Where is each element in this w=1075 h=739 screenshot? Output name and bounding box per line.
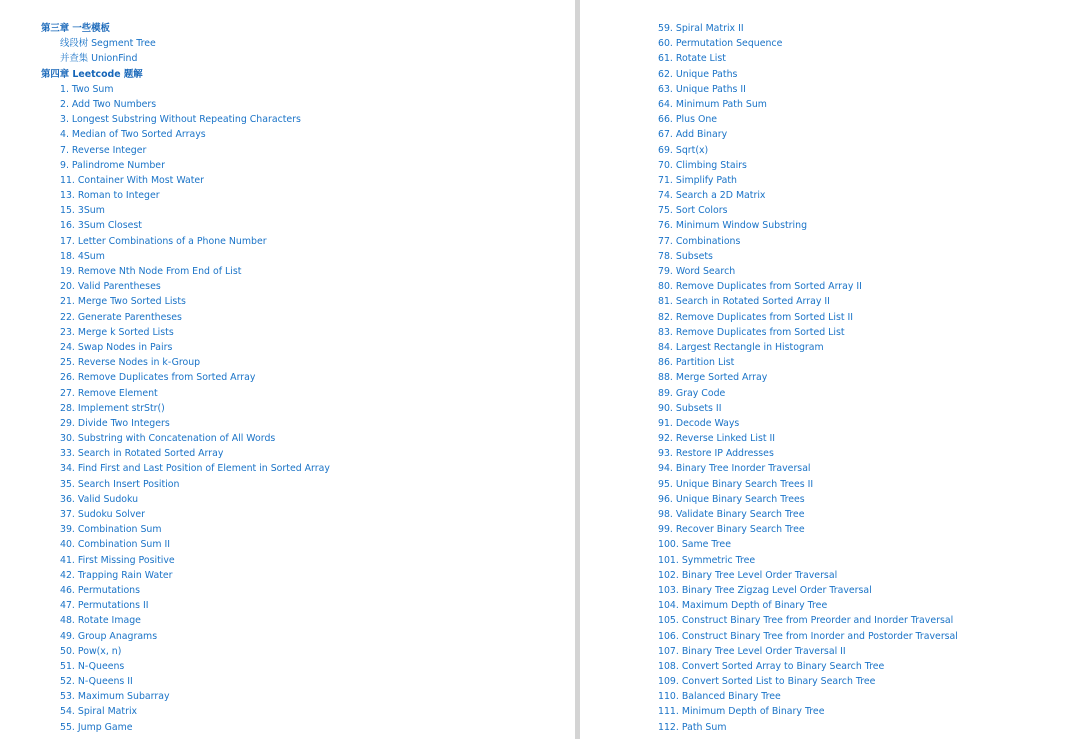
toc-problem-link[interactable]: 81. Search in Rotated Sorted Array II [658, 296, 830, 308]
toc-problem-link[interactable]: 88. Merge Sorted Array [658, 372, 768, 384]
toc-problem-item [658, 583, 958, 598]
toc-problem-item [658, 522, 958, 537]
toc-problem-item [658, 416, 958, 431]
toc-problem-item [41, 82, 330, 97]
toc-problem-item [658, 598, 958, 613]
toc-problem-link[interactable]: 51. N-Queens [60, 660, 125, 672]
toc-problem-link[interactable]: 79. Word Search [658, 266, 736, 277]
toc-problem-item [658, 249, 958, 264]
toc-problem-link[interactable]: 46. Permutations [60, 584, 141, 596]
toc-problem-link[interactable]: 70. Climbing Stairs [658, 159, 747, 171]
toc-problem-link[interactable]: 96. Unique Binary Search Trees [658, 493, 805, 505]
toc-problem-link[interactable]: 55. Jump Game [60, 721, 133, 733]
toc-problem-link[interactable]: 104. Maximum Depth of Binary Tree [658, 600, 828, 612]
toc-problem-link[interactable]: 47. Permutations II [60, 600, 149, 612]
toc-problem-item [658, 704, 958, 719]
toc-problem-link[interactable]: 110. Balanced Binary Tree [658, 691, 781, 703]
toc-problem-link[interactable]: 105. Construct Binary Tree from Preorder and Inorder Traversal [658, 615, 954, 627]
toc-problem-link[interactable]: 15. 3Sum [60, 205, 105, 217]
toc-problem-item [41, 613, 330, 628]
toc-problem-link[interactable]: 24. Swap Nodes in Pairs [60, 341, 173, 353]
toc-problem-link[interactable]: 19. Remove Nth Node From End of List [60, 266, 242, 277]
toc-problem-item [658, 644, 958, 659]
toc-problem-item [41, 659, 330, 674]
toc-problem-link[interactable]: 28. Implement strStr() [60, 402, 165, 414]
toc-problem-link[interactable]: 60. Permutation Sequence [658, 38, 783, 50]
toc-problem-item [658, 279, 958, 294]
toc-problem-link[interactable]: 90. Subsets II [658, 402, 722, 414]
toc-problem-link[interactable]: 42. Trapping Rain Water [60, 569, 173, 581]
toc-problem-item [658, 112, 958, 127]
toc-problem-item [41, 249, 330, 264]
toc-problem-item [41, 583, 330, 598]
toc-problem-link[interactable]: 76. Minimum Window Substring [658, 220, 808, 232]
toc-problem-link[interactable]: 67. Add Binary [658, 129, 728, 141]
toc-problem-item [658, 507, 958, 522]
toc-problem-link[interactable]: 48. Rotate Image [60, 615, 141, 627]
toc-problem-link[interactable]: 34. Find First and Last Position of Element in Sorted Array [60, 463, 330, 475]
toc-problem-item [41, 461, 330, 476]
toc-problem-link[interactable]: 92. Reverse Linked List II [658, 433, 776, 445]
toc-chapter-item [41, 21, 330, 36]
toc-list-right [658, 21, 958, 735]
toc-problem-link[interactable]: 40. Combination Sum II [60, 539, 171, 551]
toc-problem-item [41, 689, 330, 704]
toc-problem-item [658, 21, 958, 36]
toc-problem-link[interactable]: 93. Restore IP Addresses [658, 448, 774, 460]
toc-chapter-link[interactable]: 第四章 Leetcode 题解 [41, 68, 143, 80]
toc-problem-item [41, 310, 330, 325]
toc-problem-item [658, 218, 958, 233]
toc-problem-link[interactable]: 74. Search a 2D Matrix [658, 190, 766, 202]
toc-problem-link[interactable]: 102. Binary Tree Level Order Traversal [658, 569, 838, 581]
toc-problem-item [658, 689, 958, 704]
toc-problem-item [658, 401, 958, 416]
toc-problem-item [41, 720, 330, 735]
toc-problem-link[interactable]: 39. Combination Sum [60, 524, 162, 536]
toc-problem-link[interactable]: 37. Sudoku Solver [60, 509, 145, 520]
toc-problem-link[interactable]: 94. Binary Tree Inorder Traversal [658, 463, 811, 475]
toc-problem-link[interactable]: 3. Longest Substring Without Repeating Characters [60, 114, 301, 126]
toc-list-left [41, 21, 330, 735]
toc-problem-link[interactable]: 7. Reverse Integer [60, 144, 147, 156]
toc-problem-item [658, 173, 958, 188]
toc-problem-item [41, 355, 330, 370]
toc-problem-link[interactable]: 95. Unique Binary Search Trees II [658, 478, 814, 490]
toc-problem-item [41, 218, 330, 233]
toc-problem-link[interactable]: 16. 3Sum Closest [60, 220, 142, 232]
toc-problem-item [41, 522, 330, 537]
toc-problem-link[interactable]: 63. Unique Paths II [658, 83, 746, 95]
toc-problem-link[interactable]: 84. Largest Rectangle in Histogram [658, 341, 824, 353]
toc-problem-item [658, 386, 958, 401]
toc-problem-item [658, 234, 958, 249]
toc-problem-item [41, 127, 330, 142]
toc-problem-item [41, 553, 330, 568]
toc-problem-item [41, 325, 330, 340]
toc-problem-link[interactable]: 11. Container With Most Water [60, 174, 205, 186]
toc-problem-link[interactable]: 98. Validate Binary Search Tree [658, 509, 805, 520]
toc-problem-item [41, 446, 330, 461]
toc-problem-link[interactable]: 111. Minimum Depth of Binary Tree [658, 706, 825, 718]
toc-problem-item [658, 461, 958, 476]
toc-problem-item [41, 568, 330, 583]
toc-section-item [41, 36, 330, 51]
toc-problem-link[interactable]: 49. Group Anagrams [60, 630, 158, 642]
toc-problem-link[interactable]: 101. Symmetric Tree [658, 554, 756, 566]
toc-problem-item [41, 234, 330, 249]
toc-problem-item [658, 492, 958, 507]
toc-problem-item [41, 629, 330, 644]
toc-section-link[interactable]: 并查集 UnionFind [60, 53, 138, 65]
toc-problem-link[interactable]: 82. Remove Duplicates from Sorted List II [658, 311, 854, 323]
toc-problem-item [658, 36, 958, 51]
toc-problem-item [658, 294, 958, 309]
toc-page-right [580, 0, 1075, 739]
toc-problem-link[interactable]: 20. Valid Parentheses [60, 281, 161, 293]
toc-problem-item [658, 97, 958, 112]
toc-problem-link[interactable]: 17. Letter Combinations of a Phone Number [60, 235, 267, 247]
toc-problem-item [41, 370, 330, 385]
toc-problem-item [41, 537, 330, 552]
toc-problem-link[interactable]: 106. Construct Binary Tree from Inorder and Postorder Traversal [658, 630, 958, 642]
toc-problem-link[interactable]: 77. Combinations [658, 235, 741, 247]
toc-problem-item [658, 629, 958, 644]
toc-problem-item [41, 401, 330, 416]
toc-problem-link[interactable]: 83. Remove Duplicates from Sorted List [658, 326, 845, 338]
toc-problem-link[interactable]: 25. Reverse Nodes in k-Group [60, 357, 201, 369]
toc-problem-link[interactable]: 64. Minimum Path Sum [658, 98, 767, 110]
toc-problem-item [41, 416, 330, 431]
toc-problem-link[interactable]: 2. Add Two Numbers [60, 98, 157, 110]
toc-problem-item [658, 720, 958, 735]
toc-problem-item [658, 158, 958, 173]
toc-problem-item [41, 173, 330, 188]
toc-problem-item [658, 370, 958, 385]
toc-problem-link[interactable]: 78. Subsets [658, 250, 713, 262]
toc-problem-link[interactable]: 1. Two Sum [60, 83, 114, 95]
toc-problem-link[interactable]: 22. Generate Parentheses [60, 311, 182, 323]
toc-problem-link[interactable]: 35. Search Insert Position [60, 478, 180, 490]
toc-problem-item [41, 477, 330, 492]
toc-problem-link[interactable]: 13. Roman to Integer [60, 190, 160, 202]
toc-problem-item [41, 188, 330, 203]
toc-problem-item [658, 143, 958, 158]
toc-problem-item [41, 112, 330, 127]
toc-problem-item [41, 158, 330, 173]
toc-problem-link[interactable]: 27. Remove Element [60, 387, 158, 399]
toc-problem-link[interactable]: 53. Maximum Subarray [60, 691, 170, 703]
toc-problem-item [658, 446, 958, 461]
toc-problem-link[interactable]: 36. Valid Sudoku [60, 493, 139, 505]
toc-problem-item [41, 294, 330, 309]
toc-problem-link[interactable]: 54. Spiral Matrix [60, 706, 138, 718]
toc-problem-item [41, 492, 330, 507]
toc-problem-item [41, 386, 330, 401]
toc-problem-item [658, 340, 958, 355]
toc-problem-link[interactable]: 86. Partition List [658, 357, 735, 369]
toc-problem-link[interactable]: 4. Median of Two Sorted Arrays [60, 129, 206, 141]
toc-problem-item [41, 704, 330, 719]
toc-problem-item [41, 279, 330, 294]
toc-problem-link[interactable]: 66. Plus One [658, 114, 718, 126]
toc-problem-link[interactable]: 100. Same Tree [658, 539, 731, 551]
toc-problem-link[interactable]: 61. Rotate List [658, 53, 726, 65]
toc-problem-item [658, 431, 958, 446]
toc-problem-item [658, 325, 958, 340]
toc-problem-link[interactable]: 21. Merge Two Sorted Lists [60, 296, 186, 308]
toc-chapter-link[interactable]: 第三章 一些模板 [41, 23, 110, 34]
toc-problem-item [658, 568, 958, 583]
toc-problem-link[interactable]: 91. Decode Ways [658, 417, 740, 429]
toc-problem-link[interactable]: 107. Binary Tree Level Order Traversal II [658, 645, 846, 657]
toc-problem-link[interactable]: 52. N-Queens II [60, 676, 133, 688]
toc-problem-link[interactable]: 9. Palindrome Number [60, 159, 165, 171]
toc-problem-link[interactable]: 99. Recover Binary Search Tree [658, 524, 805, 536]
toc-problem-link[interactable]: 109. Convert Sorted List to Binary Search Tree [658, 676, 876, 688]
toc-problem-item [658, 553, 958, 568]
toc-problem-link[interactable]: 59. Spiral Matrix II [658, 23, 744, 34]
toc-problem-item [658, 355, 958, 370]
toc-problem-link[interactable]: 75. Sort Colors [658, 205, 728, 217]
toc-chapter-item [41, 67, 330, 82]
toc-problem-item [658, 659, 958, 674]
toc-problem-link[interactable]: 89. Gray Code [658, 387, 726, 399]
toc-problem-link[interactable]: 30. Substring with Concatenation of All Words [60, 433, 276, 445]
toc-problem-link[interactable]: 112. Path Sum [658, 721, 727, 733]
toc-problem-item [658, 127, 958, 142]
toc-problem-item [41, 97, 330, 112]
toc-problem-item [41, 674, 330, 689]
toc-problem-link[interactable]: 71. Simplify Path [658, 174, 737, 186]
toc-problem-item [41, 340, 330, 355]
toc-problem-link[interactable]: 62. Unique Paths [658, 68, 738, 80]
toc-problem-item [41, 143, 330, 158]
toc-problem-item [41, 264, 330, 279]
toc-problem-item [658, 203, 958, 218]
toc-problem-item [658, 51, 958, 66]
toc-problem-item [658, 67, 958, 82]
toc-problem-link[interactable]: 41. First Missing Positive [60, 554, 175, 566]
toc-problem-link[interactable]: 23. Merge k Sorted Lists [60, 326, 174, 338]
toc-problem-item [658, 674, 958, 689]
toc-problem-link[interactable]: 69. Sqrt(x) [658, 144, 709, 156]
toc-problem-item [658, 82, 958, 97]
toc-problem-item [658, 613, 958, 628]
toc-problem-item [658, 477, 958, 492]
toc-problem-item [658, 310, 958, 325]
toc-problem-item [658, 537, 958, 552]
toc-problem-item [41, 644, 330, 659]
toc-problem-item [41, 507, 330, 522]
toc-problem-link[interactable]: 80. Remove Duplicates from Sorted Array II [658, 281, 862, 293]
toc-problem-item [41, 598, 330, 613]
toc-problem-link[interactable]: 18. 4Sum [60, 250, 105, 262]
toc-problem-link[interactable]: 33. Search in Rotated Sorted Array [60, 448, 224, 460]
toc-section-item [41, 51, 330, 66]
toc-problem-item [41, 431, 330, 446]
toc-problem-link[interactable]: 103. Binary Tree Zigzag Level Order Traversal [658, 584, 872, 596]
toc-problem-item [658, 188, 958, 203]
toc-problem-link[interactable]: 26. Remove Duplicates from Sorted Array [60, 372, 256, 384]
toc-problem-item [658, 264, 958, 279]
toc-problem-link[interactable]: 29. Divide Two Integers [60, 417, 170, 429]
toc-problem-item [41, 203, 330, 218]
toc-problem-link[interactable]: 108. Convert Sorted Array to Binary Search Tree [658, 660, 885, 672]
toc-section-link[interactable]: 线段树 Segment Tree [60, 38, 156, 50]
toc-problem-link[interactable]: 50. Pow(x, n) [60, 645, 122, 657]
